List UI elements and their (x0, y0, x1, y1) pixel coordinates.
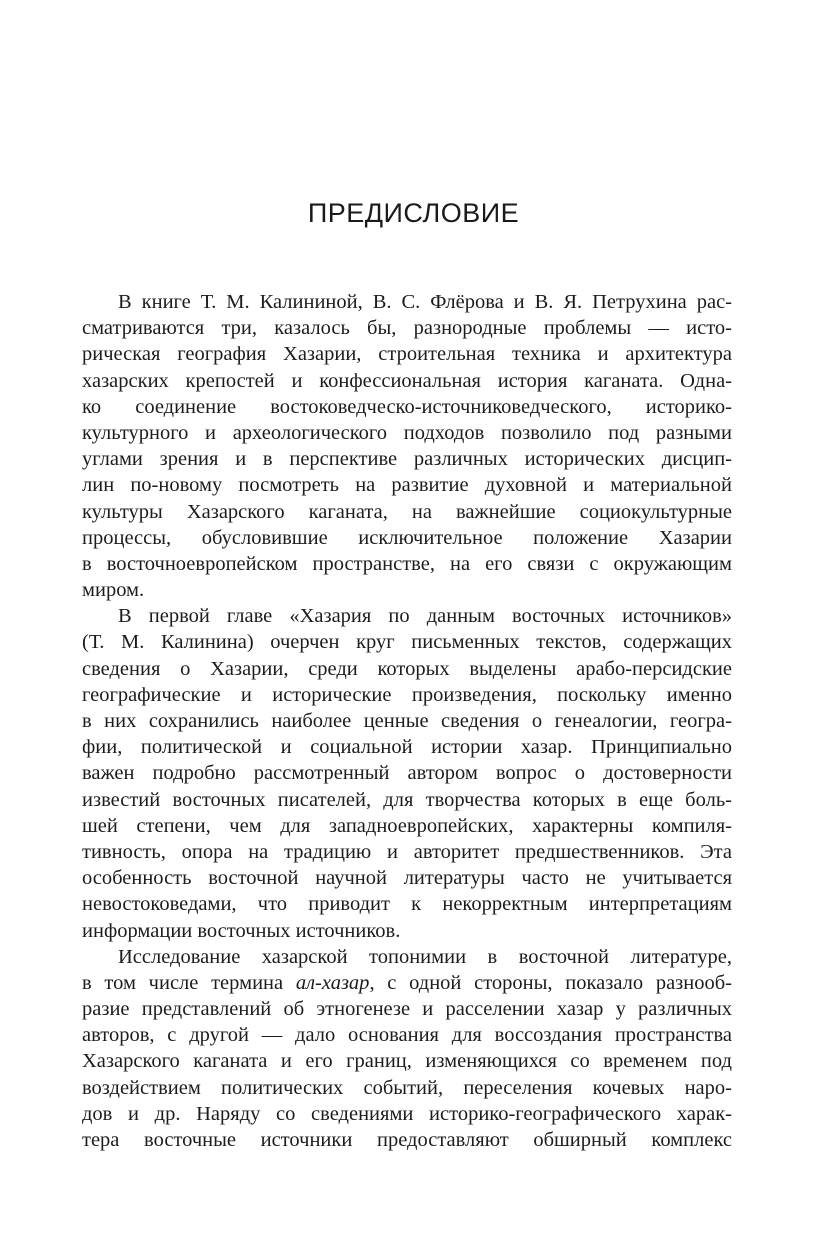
text-segment: в том числе термина (82, 971, 296, 994)
text-line: процессы, обусловившие исключительное положение Хазарии (82, 526, 732, 549)
paragraph (82, 603, 732, 943)
text-line: в них сохранились наиболее ценные сведения о генеалогии, геогра- (82, 710, 732, 732)
text-line: дов и др. Наряду со сведениями историко-географического харак- (82, 1102, 732, 1125)
italic-term: ал-хазар (295, 971, 370, 994)
text-line: воздействием политических событий, переселения кочевых наро- (82, 1076, 732, 1099)
text-line: в восточноевропейском пространстве, на его связи с окружающим (82, 552, 732, 575)
paragraph (82, 289, 732, 603)
text-line: рическая география Хазарии, строительная техника и архитектура (82, 343, 732, 366)
text-line: культуры Хазарского каганата, на важнейшие социокультурные (82, 500, 732, 523)
text-line: тивность, опора на традицию и авторитет предшественников. Эта (82, 840, 732, 863)
paragraph (82, 944, 732, 1154)
text-line: Хазарского каганата и его границ, изменяющихся со временем под (82, 1050, 732, 1073)
text-line: (Т. М. Калинина) очерчен круг письменных текстов, содержащих (82, 631, 732, 654)
text-line: лин по-новому посмотреть на развитие духовной и материальной (82, 474, 732, 497)
text-line: миром. (82, 579, 145, 602)
text-line: известий восточных писателей, для творчества которых в еще боль- (82, 788, 732, 811)
text-segment: , с одной стороны, показало разнооб- (369, 971, 732, 994)
text-line: информации восточных источников. (82, 919, 401, 942)
text-line: ко соединение востоковедческо-источниковедческого, историко- (82, 395, 732, 418)
text-line: географические и исторические произведения, поскольку именно (82, 683, 732, 706)
text-line: В первой главе «Хазария по данным восточных источников» (118, 605, 732, 628)
text-line: важен подробно рассмотренный автором вопрос о достоверности (82, 762, 732, 785)
page-title: ПРЕДИСЛОВИЕ (307, 198, 520, 228)
text-line: углами зрения и в перспективе различных исторических дисцип- (82, 448, 732, 471)
text-line: культурного и археологического подходов позволило под разными (82, 421, 732, 444)
text-line: особенность восточной научной литературы часто не учитывается (82, 867, 732, 890)
text-line: хазарских крепостей и конфессиональная история каганата. Одна- (82, 369, 732, 392)
text-line: разие представлений об этногенезе и расселении хазар у различных (82, 998, 732, 1021)
text-line: невостоковедами, что приводит к некорректным интерпретациям (82, 893, 732, 916)
text-line: фии, политической и социальной истории хазар. Принципиально (82, 736, 732, 759)
text-line-with-italic (82, 970, 732, 996)
text-line: Исследование хазарской топонимии в восточной литературе, (118, 945, 732, 968)
body-text (82, 289, 732, 1153)
text-line: сведения о Хазарии, среди которых выделены арабо-персидские (82, 657, 732, 680)
text-line: шей степени, чем для западноевропейских, характерны компиля- (82, 814, 732, 837)
text-line: В книге Т. М. Калининой, В. С. Флёрова и В. Я. Петрухина рас- (118, 291, 732, 313)
text-line: сматриваются три, казалось бы, разнородные проблемы — исто- (82, 317, 732, 340)
text-line: авторов, с другой — дало основания для воссоздания пространства (82, 1024, 732, 1047)
text-line: тера восточные источники предоставляют обширный комплекс (82, 1129, 732, 1151)
